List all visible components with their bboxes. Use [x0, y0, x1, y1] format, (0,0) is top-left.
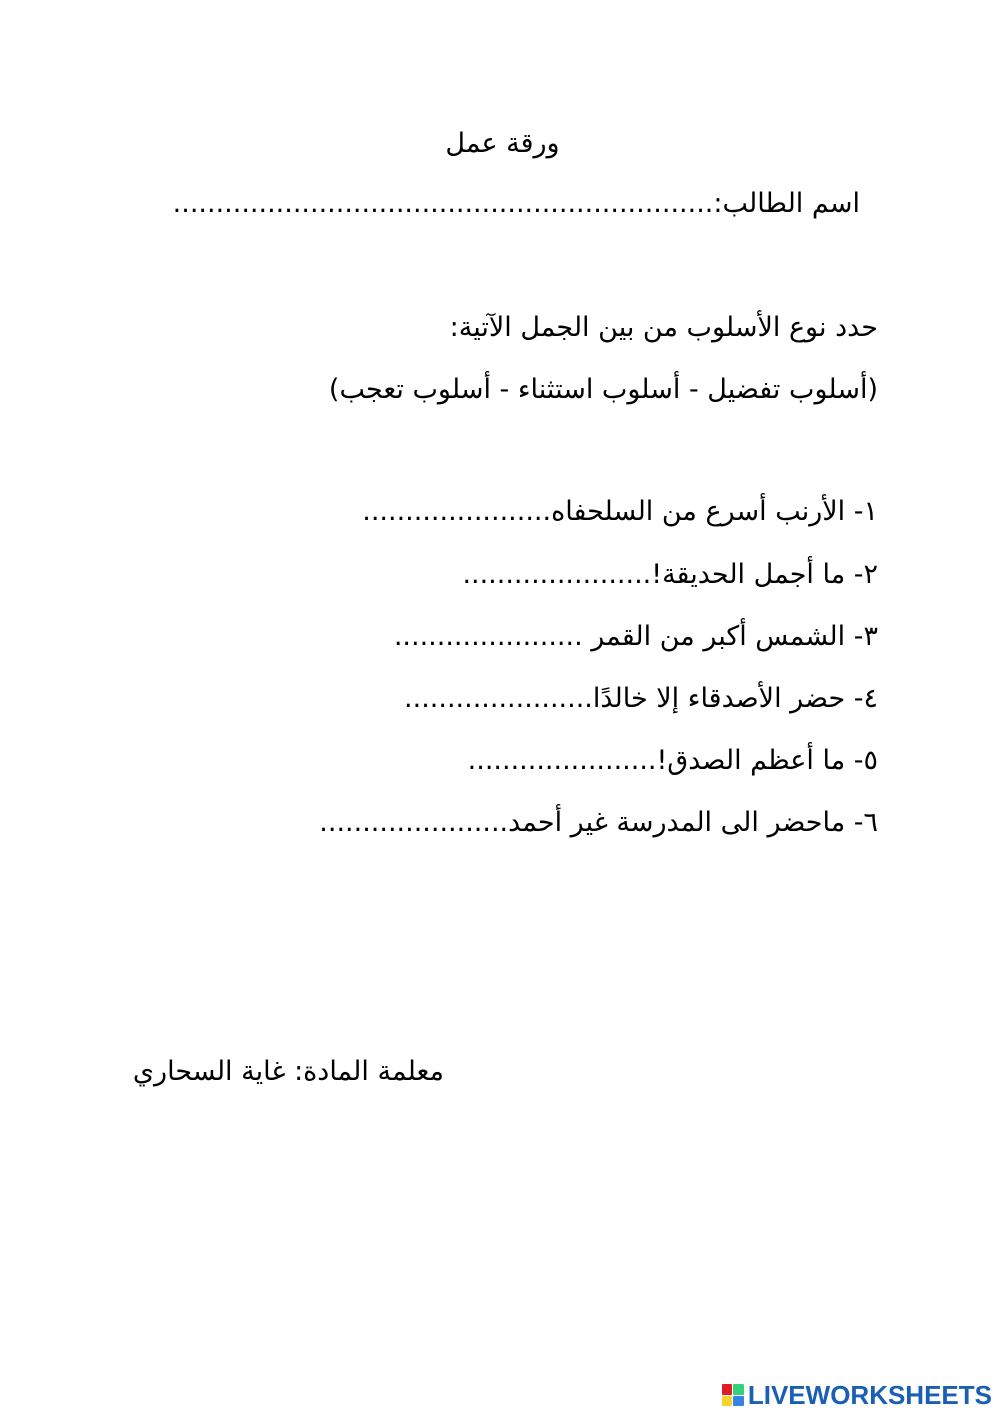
logo-square-yellow — [722, 1396, 733, 1407]
question-item[interactable]: ٢- ما أجمل الحديقة!...................... — [462, 559, 878, 590]
logo-square-blue — [733, 1396, 744, 1407]
style-options-text: (أسلوب تفضيل - أسلوب استثناء - أسلوب تعجب) — [328, 374, 878, 405]
question-item[interactable]: ٥- ما أعظم الصدق!...................... — [467, 745, 878, 776]
question-item[interactable]: ٦- ماحضر الى المدرسة غير أحمد...................... — [319, 807, 878, 838]
question-item[interactable]: ٤- حضر الأصدقاء إلا خالدًا...................... — [404, 683, 878, 714]
question-item[interactable]: ١- الأرنب أسرع من السلحفاه...................... — [362, 496, 878, 527]
liveworksheets-logo-icon — [722, 1384, 744, 1406]
liveworksheets-brand-text: LIVEWORKSHEETS — [747, 1380, 992, 1410]
liveworksheets-logo — [722, 1380, 992, 1410]
student-name-field[interactable]: اسم الطالب:............................................................... — [172, 188, 860, 219]
worksheet-title: ورقة عمل — [445, 128, 560, 159]
logo-square-green — [733, 1384, 744, 1395]
instruction-text: حدد نوع الأسلوب من بين الجمل الآتية: — [449, 312, 878, 343]
question-item[interactable]: ٣- الشمس أكبر من القمر ...................... — [393, 621, 878, 652]
teacher-signature-line: معلمة المادة: غاية السحاري — [132, 1056, 444, 1087]
logo-square-red — [722, 1384, 733, 1395]
